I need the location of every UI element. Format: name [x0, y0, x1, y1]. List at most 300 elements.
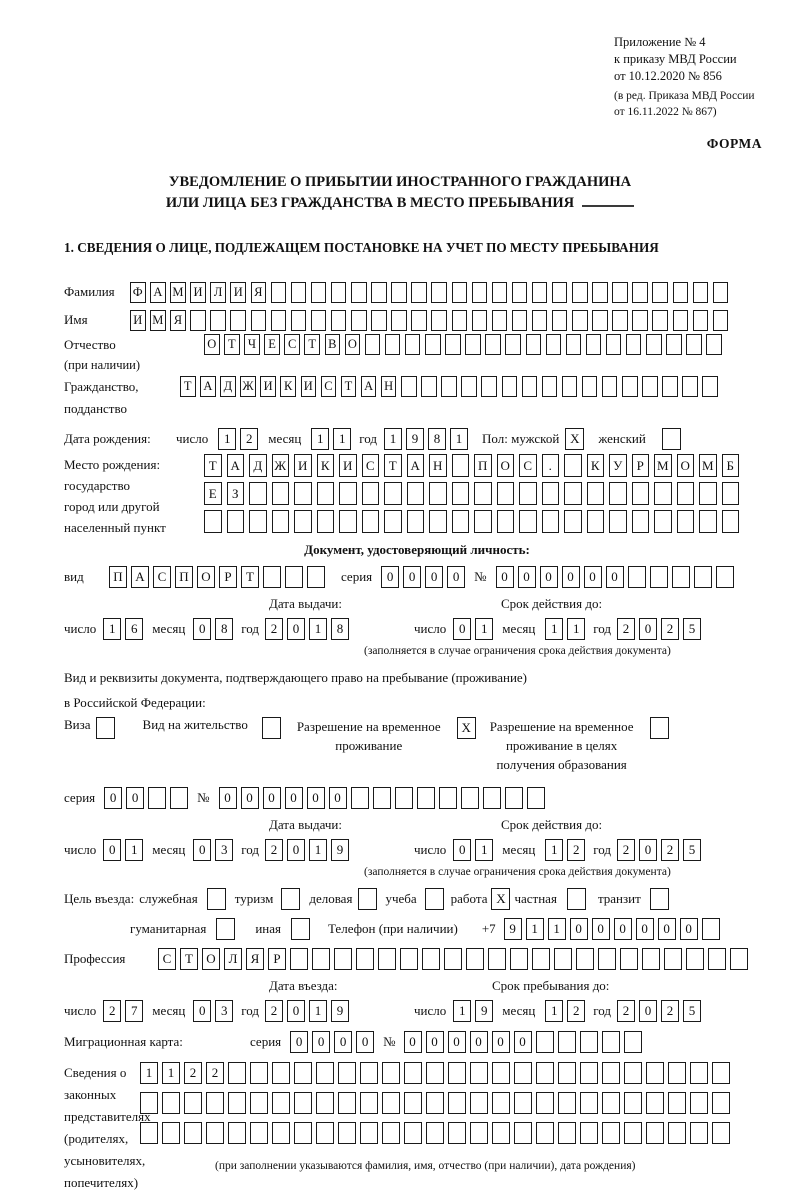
char-cell[interactable]: [311, 282, 327, 303]
char-cell[interactable]: 6: [125, 618, 143, 640]
char-cell[interactable]: 9: [331, 839, 349, 861]
char-cell[interactable]: В: [325, 334, 341, 355]
char-cell[interactable]: [622, 376, 638, 397]
char-cell[interactable]: [483, 787, 501, 809]
char-cell[interactable]: [422, 948, 440, 970]
char-cell[interactable]: [291, 282, 307, 303]
char-cell[interactable]: И: [230, 282, 246, 303]
char-cell[interactable]: 0: [680, 918, 698, 940]
char-cell[interactable]: И: [260, 376, 276, 397]
char-cell[interactable]: [632, 310, 648, 331]
char-cell[interactable]: 8: [428, 428, 446, 450]
char-cell[interactable]: Т: [180, 376, 196, 397]
char-cell[interactable]: [426, 1092, 444, 1114]
char-cell[interactable]: Н: [429, 454, 447, 477]
char-cell[interactable]: [439, 787, 457, 809]
char-cell[interactable]: 0: [381, 566, 399, 588]
char-cell[interactable]: [339, 510, 357, 533]
char-cell[interactable]: [331, 282, 347, 303]
char-cell[interactable]: З: [227, 482, 245, 505]
char-cell[interactable]: [572, 282, 588, 303]
char-cell[interactable]: 0: [496, 566, 514, 588]
char-cell[interactable]: О: [497, 454, 515, 477]
char-cell[interactable]: Ч: [244, 334, 260, 355]
char-cell[interactable]: [481, 376, 497, 397]
char-cell[interactable]: [632, 510, 650, 533]
char-cell[interactable]: [602, 1092, 620, 1114]
char-cell[interactable]: [472, 310, 488, 331]
char-cell[interactable]: Т: [341, 376, 357, 397]
char-cell[interactable]: 1: [567, 618, 585, 640]
char-cell[interactable]: [400, 948, 418, 970]
char-cell[interactable]: [395, 787, 413, 809]
char-cell[interactable]: [492, 1092, 510, 1114]
sex-female-checkbox[interactable]: [662, 428, 681, 450]
char-cell[interactable]: [694, 566, 712, 588]
char-cell[interactable]: [429, 510, 447, 533]
char-cell[interactable]: С: [284, 334, 300, 355]
char-cell[interactable]: [338, 1092, 356, 1114]
char-cell[interactable]: 9: [331, 1000, 349, 1022]
char-cell[interactable]: [407, 510, 425, 533]
char-cell[interactable]: [624, 1031, 642, 1053]
char-cell[interactable]: [384, 482, 402, 505]
char-cell[interactable]: [452, 482, 470, 505]
char-cell[interactable]: [294, 510, 312, 533]
char-cell[interactable]: 0: [570, 918, 588, 940]
char-cell[interactable]: [371, 310, 387, 331]
char-cell[interactable]: 3: [215, 1000, 233, 1022]
char-cell[interactable]: Т: [384, 454, 402, 477]
char-cell[interactable]: [708, 948, 726, 970]
char-cell[interactable]: [360, 1122, 378, 1144]
char-cell[interactable]: 0: [307, 787, 325, 809]
char-cell[interactable]: Ф: [130, 282, 146, 303]
char-cell[interactable]: [514, 1122, 532, 1144]
char-cell[interactable]: [373, 787, 391, 809]
char-cell[interactable]: [564, 510, 582, 533]
char-cell[interactable]: 1: [309, 618, 327, 640]
char-cell[interactable]: 1: [545, 618, 563, 640]
char-cell[interactable]: 0: [193, 839, 211, 861]
char-cell[interactable]: 0: [453, 839, 471, 861]
char-cell[interactable]: [512, 282, 528, 303]
char-cell[interactable]: А: [361, 376, 377, 397]
char-cell[interactable]: 1: [548, 918, 566, 940]
char-cell[interactable]: 1: [333, 428, 351, 450]
char-cell[interactable]: [294, 1092, 312, 1114]
char-cell[interactable]: [339, 482, 357, 505]
char-cell[interactable]: [646, 1122, 664, 1144]
char-cell[interactable]: [448, 1092, 466, 1114]
char-cell[interactable]: [510, 948, 528, 970]
char-cell[interactable]: Б: [722, 454, 740, 477]
char-cell[interactable]: [391, 282, 407, 303]
char-cell[interactable]: М: [654, 454, 672, 477]
char-cell[interactable]: 0: [193, 618, 211, 640]
char-cell[interactable]: Ж: [272, 454, 290, 477]
char-cell[interactable]: [712, 1122, 730, 1144]
char-cell[interactable]: [492, 1122, 510, 1144]
char-cell[interactable]: 1: [309, 1000, 327, 1022]
char-cell[interactable]: 1: [218, 428, 236, 450]
char-cell[interactable]: 0: [425, 566, 443, 588]
char-cell[interactable]: [272, 510, 290, 533]
char-cell[interactable]: [250, 1122, 268, 1144]
char-cell[interactable]: 5: [683, 1000, 701, 1022]
char-cell[interactable]: [382, 1062, 400, 1084]
purpose-business-checkbox[interactable]: [358, 888, 377, 910]
char-cell[interactable]: [699, 482, 717, 505]
char-cell[interactable]: [624, 1092, 642, 1114]
char-cell[interactable]: [580, 1062, 598, 1084]
char-cell[interactable]: [227, 510, 245, 533]
char-cell[interactable]: [546, 334, 562, 355]
char-cell[interactable]: [624, 1122, 642, 1144]
char-cell[interactable]: [702, 376, 718, 397]
char-cell[interactable]: 2: [567, 839, 585, 861]
char-cell[interactable]: [564, 482, 582, 505]
char-cell[interactable]: [351, 310, 367, 331]
char-cell[interactable]: С: [362, 454, 380, 477]
char-cell[interactable]: [722, 510, 740, 533]
char-cell[interactable]: [210, 310, 226, 331]
char-cell[interactable]: М: [170, 282, 186, 303]
char-cell[interactable]: [492, 1062, 510, 1084]
char-cell[interactable]: А: [150, 282, 166, 303]
char-cell[interactable]: [562, 376, 578, 397]
char-cell[interactable]: [184, 1122, 202, 1144]
char-cell[interactable]: 0: [639, 618, 657, 640]
char-cell[interactable]: [312, 948, 330, 970]
char-cell[interactable]: Е: [264, 334, 280, 355]
char-cell[interactable]: [206, 1092, 224, 1114]
char-cell[interactable]: П: [175, 566, 193, 588]
char-cell[interactable]: [338, 1122, 356, 1144]
char-cell[interactable]: [582, 376, 598, 397]
char-cell[interactable]: [360, 1092, 378, 1114]
char-cell[interactable]: Т: [241, 566, 259, 588]
char-cell[interactable]: [602, 1031, 620, 1053]
char-cell[interactable]: 0: [287, 1000, 305, 1022]
char-cell[interactable]: 1: [311, 428, 329, 450]
char-cell[interactable]: [650, 566, 668, 588]
char-cell[interactable]: [362, 482, 380, 505]
char-cell[interactable]: [272, 1092, 290, 1114]
purpose-transit-checkbox[interactable]: [650, 888, 669, 910]
char-cell[interactable]: [452, 310, 468, 331]
char-cell[interactable]: [716, 566, 734, 588]
char-cell[interactable]: О: [202, 948, 220, 970]
char-cell[interactable]: [365, 334, 381, 355]
char-cell[interactable]: [677, 510, 695, 533]
char-cell[interactable]: [307, 566, 325, 588]
char-cell[interactable]: [351, 282, 367, 303]
char-cell[interactable]: [662, 376, 678, 397]
char-cell[interactable]: [250, 1092, 268, 1114]
char-cell[interactable]: [576, 948, 594, 970]
char-cell[interactable]: [294, 1122, 312, 1144]
char-cell[interactable]: [554, 948, 572, 970]
char-cell[interactable]: [572, 310, 588, 331]
char-cell[interactable]: [592, 310, 608, 331]
char-cell[interactable]: [204, 510, 222, 533]
char-cell[interactable]: И: [301, 376, 317, 397]
char-cell[interactable]: [609, 482, 627, 505]
char-cell[interactable]: [668, 1092, 686, 1114]
char-cell[interactable]: [552, 310, 568, 331]
char-cell[interactable]: [682, 376, 698, 397]
char-cell[interactable]: 0: [447, 566, 465, 588]
char-cell[interactable]: 1: [450, 428, 468, 450]
char-cell[interactable]: [441, 376, 457, 397]
char-cell[interactable]: Д: [249, 454, 267, 477]
char-cell[interactable]: [405, 334, 421, 355]
char-cell[interactable]: [673, 282, 689, 303]
char-cell[interactable]: 0: [448, 1031, 466, 1053]
char-cell[interactable]: А: [200, 376, 216, 397]
char-cell[interactable]: [291, 310, 307, 331]
purpose-official-checkbox[interactable]: [207, 888, 226, 910]
char-cell[interactable]: [271, 310, 287, 331]
char-cell[interactable]: С: [158, 948, 176, 970]
char-cell[interactable]: [474, 510, 492, 533]
char-cell[interactable]: К: [317, 454, 335, 477]
char-cell[interactable]: 3: [215, 839, 233, 861]
char-cell[interactable]: [712, 1092, 730, 1114]
char-cell[interactable]: [425, 334, 441, 355]
char-cell[interactable]: 0: [126, 787, 144, 809]
char-cell[interactable]: 0: [470, 1031, 488, 1053]
char-cell[interactable]: Я: [251, 282, 267, 303]
sex-male-checkbox[interactable]: X: [565, 428, 584, 450]
char-cell[interactable]: О: [677, 454, 695, 477]
char-cell[interactable]: [620, 948, 638, 970]
char-cell[interactable]: 0: [614, 918, 632, 940]
char-cell[interactable]: [474, 482, 492, 505]
char-cell[interactable]: 9: [406, 428, 424, 450]
char-cell[interactable]: 8: [331, 618, 349, 640]
char-cell[interactable]: [362, 510, 380, 533]
char-cell[interactable]: [542, 510, 560, 533]
char-cell[interactable]: [632, 482, 650, 505]
char-cell[interactable]: 1: [140, 1062, 158, 1084]
char-cell[interactable]: [646, 1092, 664, 1114]
char-cell[interactable]: О: [204, 334, 220, 355]
char-cell[interactable]: [552, 282, 568, 303]
char-cell[interactable]: [722, 482, 740, 505]
char-cell[interactable]: И: [190, 282, 206, 303]
char-cell[interactable]: [385, 334, 401, 355]
char-cell[interactable]: С: [519, 454, 537, 477]
char-cell[interactable]: [606, 334, 622, 355]
char-cell[interactable]: [311, 310, 327, 331]
char-cell[interactable]: 2: [184, 1062, 202, 1084]
char-cell[interactable]: [558, 1092, 576, 1114]
char-cell[interactable]: [431, 310, 447, 331]
char-cell[interactable]: [421, 376, 437, 397]
char-cell[interactable]: [514, 1062, 532, 1084]
char-cell[interactable]: 0: [453, 618, 471, 640]
char-cell[interactable]: [461, 376, 477, 397]
char-cell[interactable]: [690, 1122, 708, 1144]
char-cell[interactable]: [431, 282, 447, 303]
char-cell[interactable]: [472, 282, 488, 303]
char-cell[interactable]: 0: [404, 1031, 422, 1053]
char-cell[interactable]: Р: [632, 454, 650, 477]
purpose-study-checkbox[interactable]: [425, 888, 444, 910]
char-cell[interactable]: 1: [475, 839, 493, 861]
char-cell[interactable]: [527, 787, 545, 809]
char-cell[interactable]: 2: [265, 618, 283, 640]
char-cell[interactable]: [316, 1062, 334, 1084]
char-cell[interactable]: 0: [334, 1031, 352, 1053]
char-cell[interactable]: 0: [403, 566, 421, 588]
char-cell[interactable]: [250, 1062, 268, 1084]
char-cell[interactable]: [285, 566, 303, 588]
char-cell[interactable]: Е: [204, 482, 222, 505]
char-cell[interactable]: [536, 1122, 554, 1144]
char-cell[interactable]: [693, 310, 709, 331]
char-cell[interactable]: [452, 454, 470, 477]
char-cell[interactable]: 0: [193, 1000, 211, 1022]
char-cell[interactable]: 0: [562, 566, 580, 588]
char-cell[interactable]: [492, 310, 508, 331]
char-cell[interactable]: [488, 948, 506, 970]
char-cell[interactable]: И: [130, 310, 146, 331]
char-cell[interactable]: [672, 566, 690, 588]
char-cell[interactable]: [206, 1122, 224, 1144]
char-cell[interactable]: 1: [526, 918, 544, 940]
char-cell[interactable]: [401, 376, 417, 397]
char-cell[interactable]: 1: [384, 428, 402, 450]
char-cell[interactable]: [371, 282, 387, 303]
char-cell[interactable]: 0: [219, 787, 237, 809]
char-cell[interactable]: [686, 948, 704, 970]
char-cell[interactable]: М: [699, 454, 717, 477]
char-cell[interactable]: П: [109, 566, 127, 588]
char-cell[interactable]: [668, 1122, 686, 1144]
char-cell[interactable]: 2: [661, 618, 679, 640]
char-cell[interactable]: 0: [658, 918, 676, 940]
char-cell[interactable]: [411, 310, 427, 331]
char-cell[interactable]: [426, 1122, 444, 1144]
char-cell[interactable]: [502, 376, 518, 397]
char-cell[interactable]: [532, 948, 550, 970]
char-cell[interactable]: 2: [617, 618, 635, 640]
char-cell[interactable]: [542, 482, 560, 505]
char-cell[interactable]: [470, 1122, 488, 1144]
char-cell[interactable]: [317, 482, 335, 505]
char-cell[interactable]: 0: [287, 839, 305, 861]
char-cell[interactable]: [140, 1092, 158, 1114]
char-cell[interactable]: [272, 1122, 290, 1144]
char-cell[interactable]: [580, 1092, 598, 1114]
temp-residence-edu-checkbox[interactable]: [650, 717, 669, 739]
char-cell[interactable]: [356, 948, 374, 970]
char-cell[interactable]: 2: [617, 839, 635, 861]
char-cell[interactable]: [654, 482, 672, 505]
char-cell[interactable]: [485, 334, 501, 355]
char-cell[interactable]: [586, 334, 602, 355]
char-cell[interactable]: [272, 1062, 290, 1084]
char-cell[interactable]: Р: [268, 948, 286, 970]
char-cell[interactable]: [452, 282, 468, 303]
char-cell[interactable]: [522, 376, 538, 397]
char-cell[interactable]: [294, 482, 312, 505]
char-cell[interactable]: [690, 1062, 708, 1084]
char-cell[interactable]: [162, 1092, 180, 1114]
char-cell[interactable]: [445, 334, 461, 355]
char-cell[interactable]: [230, 310, 246, 331]
char-cell[interactable]: 2: [240, 428, 258, 450]
char-cell[interactable]: [558, 1122, 576, 1144]
char-cell[interactable]: 0: [636, 918, 654, 940]
char-cell[interactable]: О: [197, 566, 215, 588]
char-cell[interactable]: 0: [514, 1031, 532, 1053]
char-cell[interactable]: [407, 482, 425, 505]
char-cell[interactable]: 0: [584, 566, 602, 588]
char-cell[interactable]: [699, 510, 717, 533]
char-cell[interactable]: [505, 334, 521, 355]
char-cell[interactable]: [338, 1062, 356, 1084]
char-cell[interactable]: [642, 948, 660, 970]
char-cell[interactable]: Т: [204, 454, 222, 477]
char-cell[interactable]: Л: [210, 282, 226, 303]
char-cell[interactable]: 0: [329, 787, 347, 809]
char-cell[interactable]: 1: [545, 839, 563, 861]
char-cell[interactable]: 2: [206, 1062, 224, 1084]
char-cell[interactable]: 2: [103, 1000, 121, 1022]
char-cell[interactable]: 0: [103, 839, 121, 861]
char-cell[interactable]: 0: [518, 566, 536, 588]
char-cell[interactable]: [713, 310, 729, 331]
char-cell[interactable]: Т: [180, 948, 198, 970]
char-cell[interactable]: [713, 282, 729, 303]
char-cell[interactable]: [686, 334, 702, 355]
char-cell[interactable]: 0: [290, 1031, 308, 1053]
char-cell[interactable]: 5: [683, 839, 701, 861]
char-cell[interactable]: [512, 310, 528, 331]
char-cell[interactable]: О: [345, 334, 361, 355]
char-cell[interactable]: [148, 787, 166, 809]
char-cell[interactable]: [316, 1092, 334, 1114]
char-cell[interactable]: [652, 282, 668, 303]
char-cell[interactable]: [351, 787, 369, 809]
char-cell[interactable]: П: [474, 454, 492, 477]
char-cell[interactable]: [558, 1062, 576, 1084]
char-cell[interactable]: [730, 948, 748, 970]
char-cell[interactable]: [251, 310, 267, 331]
char-cell[interactable]: [429, 482, 447, 505]
char-cell[interactable]: 0: [426, 1031, 444, 1053]
char-cell[interactable]: [294, 1062, 312, 1084]
char-cell[interactable]: [598, 948, 616, 970]
char-cell[interactable]: [602, 1122, 620, 1144]
char-cell[interactable]: [417, 787, 435, 809]
char-cell[interactable]: [592, 282, 608, 303]
char-cell[interactable]: [331, 310, 347, 331]
char-cell[interactable]: А: [407, 454, 425, 477]
char-cell[interactable]: [316, 1122, 334, 1144]
char-cell[interactable]: 1: [103, 618, 121, 640]
char-cell[interactable]: И: [294, 454, 312, 477]
purpose-other-checkbox[interactable]: [291, 918, 310, 940]
char-cell[interactable]: 1: [125, 839, 143, 861]
char-cell[interactable]: [162, 1122, 180, 1144]
char-cell[interactable]: [602, 376, 618, 397]
char-cell[interactable]: [334, 948, 352, 970]
